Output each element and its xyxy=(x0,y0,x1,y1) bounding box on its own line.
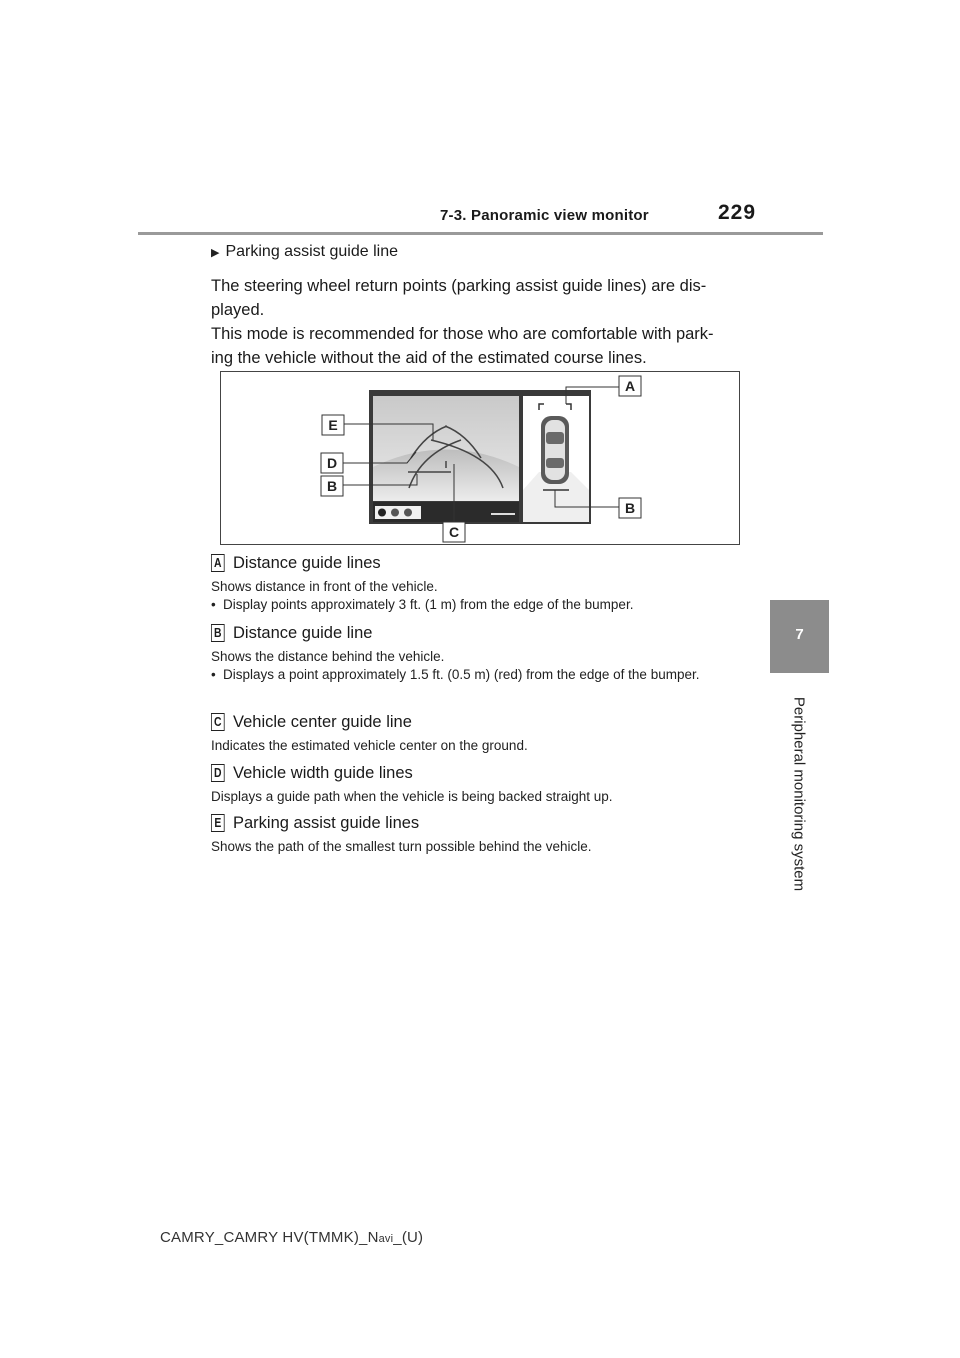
item-title xyxy=(211,712,771,732)
item-distance-guide-line xyxy=(211,623,771,684)
item-title-text: Vehicle width guide lines xyxy=(233,763,413,782)
view-icon xyxy=(391,509,399,517)
car-body xyxy=(545,420,565,480)
item-title xyxy=(211,763,771,783)
car-windshield xyxy=(546,432,564,444)
triangle-bullet-icon: ▶ xyxy=(211,246,220,259)
item-vehicle-center-guide-line xyxy=(211,712,771,755)
label-badge: C xyxy=(211,713,225,731)
paragraph-line: The steering wheel return points (parking assist guide lines) are dis- xyxy=(211,277,707,295)
view-icon xyxy=(404,509,412,517)
label-badge: D xyxy=(211,764,225,782)
monitor-diagram xyxy=(221,372,741,546)
callout-d xyxy=(321,453,343,473)
footer-model-suffix: _(U) xyxy=(393,1229,424,1246)
label-badge: B xyxy=(211,624,225,642)
car-rear-window xyxy=(546,458,564,468)
item-vehicle-width-guide-lines xyxy=(211,763,771,806)
item-title xyxy=(211,623,771,643)
item-description: Shows the path of the smallest turn possible behind the vehicle. xyxy=(211,839,592,854)
footer-model-small: avi xyxy=(378,1233,394,1245)
svg-text:D: D xyxy=(326,455,338,471)
callout-e xyxy=(322,415,344,435)
bullet-text: Displays a point approximately 1.5 ft. (0.5 m) (red) from the edge of the bumper. xyxy=(223,667,700,682)
info-icon xyxy=(378,509,386,517)
item-title-text: Parking assist guide lines xyxy=(233,813,420,832)
item-parking-assist-guide-lines xyxy=(211,813,771,856)
item-title xyxy=(211,553,771,573)
item-title-text: Distance guide line xyxy=(233,623,373,642)
item-distance-guide-lines xyxy=(211,553,771,614)
bullet-text: Display points approximately 3 ft. (1 m) from the edge of the bumper. xyxy=(223,597,634,612)
bullet-item xyxy=(211,666,731,684)
chapter-label-text: Peripheral monitoring system xyxy=(790,696,808,892)
item-description: Indicates the estimated vehicle center on the ground. xyxy=(211,738,528,753)
footer-model xyxy=(160,1229,423,1246)
header-divider xyxy=(138,232,823,235)
item-description: Shows distance in front of the vehicle. xyxy=(211,579,438,594)
callout-a xyxy=(619,376,641,396)
svg-text:B: B xyxy=(326,478,338,494)
svg-text:B: B xyxy=(624,500,636,516)
callout-c xyxy=(443,522,465,542)
footer-model-text: CAMRY_CAMRY HV(TMMK)_N xyxy=(160,1229,379,1246)
section-paragraph xyxy=(211,274,756,370)
section-parking-assist xyxy=(211,240,756,370)
item-description: Shows the distance behind the vehicle. xyxy=(211,649,445,664)
bullet-dot: • xyxy=(211,667,216,682)
callout-b-right xyxy=(619,498,641,518)
paragraph-line: played. xyxy=(211,301,265,319)
svg-text:E: E xyxy=(328,417,338,433)
chapter-tab xyxy=(770,600,829,673)
monitor-illustration xyxy=(220,371,740,545)
section-heading-text: Parking assist guide line xyxy=(225,243,399,260)
item-description: Displays a guide path when the vehicle is being backed straight up. xyxy=(211,789,613,804)
item-title-text: Vehicle center guide line xyxy=(233,712,412,731)
paragraph-line: ing the vehicle without the aid of the estimated course lines. xyxy=(211,349,647,367)
section-title: 7-3. Panoramic view monitor xyxy=(440,207,649,224)
label-badge: E xyxy=(211,814,225,832)
callout-b-left xyxy=(321,476,343,496)
svg-text:A: A xyxy=(624,378,636,394)
item-title xyxy=(211,813,771,833)
page-number: 229 xyxy=(718,201,757,224)
chapter-number: 7 xyxy=(795,626,804,643)
chapter-label xyxy=(788,685,810,903)
bullet-item xyxy=(211,596,771,614)
bullet-dot: • xyxy=(211,597,216,612)
item-title-text: Distance guide lines xyxy=(233,553,381,572)
paragraph-line: This mode is recommended for those who are comfortable with park- xyxy=(211,325,714,343)
svg-text:C: C xyxy=(448,524,460,540)
label-badge: A xyxy=(211,554,225,572)
section-heading xyxy=(211,240,756,264)
